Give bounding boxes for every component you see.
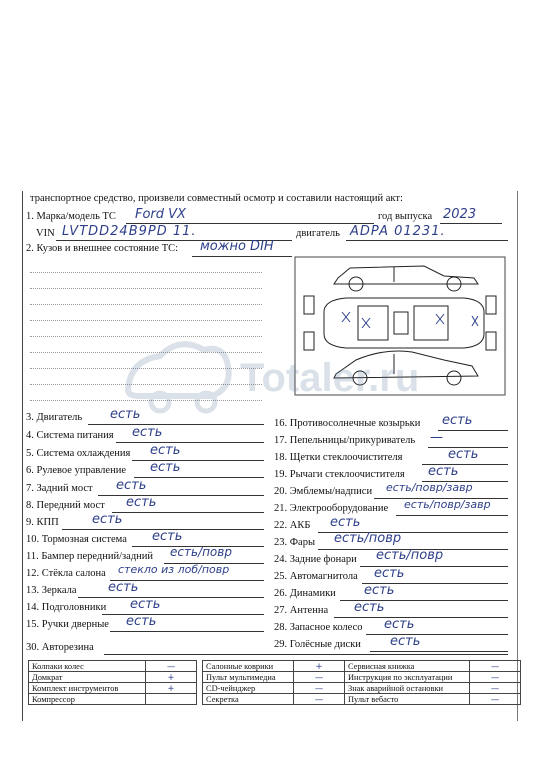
equipment-mark [146, 694, 197, 705]
check-value: есть [448, 447, 479, 462]
engine-label: двигатель [296, 228, 340, 239]
equipment-label: Сервисная книжка [345, 661, 470, 672]
check-label: 9. КПП [26, 517, 59, 528]
equipment-label: Секретка [203, 694, 294, 705]
year-value: 2023 [443, 207, 477, 222]
check-value: есть [108, 580, 139, 595]
equipment-label: CD-чейнджер [203, 683, 294, 694]
check-value: есть [384, 617, 415, 632]
check-label: 11. Бампер передний/задний [26, 551, 154, 562]
equipment-mark: — [470, 683, 521, 694]
equipment-table-2 [202, 660, 345, 705]
check-label: 5. Система охлаждения [26, 448, 131, 459]
check-value: есть [132, 425, 163, 440]
equipment-label: Домкрат [29, 672, 146, 683]
check-label: 8. Передний мост [26, 500, 105, 511]
check-label: 25. Автомагнитола [274, 571, 358, 582]
autorubber-label: 30. Авторезина [26, 642, 94, 653]
check-label: 18. Щетки стеклоочистителя [274, 452, 403, 463]
check-label: 29. Голёсные диски [274, 639, 361, 650]
check-value: есть [152, 529, 183, 544]
body-label: 2. Кузов и внешнее состояние ТС: [26, 243, 179, 254]
check-label: 16. Противосолнечные козырьки [274, 418, 421, 429]
check-label: 19. Рычаги стеклоочистителя [274, 469, 405, 480]
check-label: 6. Рулевое управление [26, 465, 126, 476]
equipment-mark: — [470, 672, 521, 683]
check-value: есть [116, 478, 147, 493]
year-label: год выпуска [378, 211, 433, 222]
check-label: 17. Пепельницы/прикуриватель [274, 435, 416, 446]
check-value: есть [364, 583, 395, 598]
check-label: 20. Эмблемы/надписи [274, 486, 373, 497]
check-label: 4. Система питания [26, 430, 114, 441]
car-side-view-top [334, 266, 478, 291]
check-value: есть [330, 515, 361, 530]
equipment-mark: + [146, 683, 197, 694]
check-label: 23. Фары [274, 537, 316, 548]
check-value: есть [110, 407, 141, 422]
model-value: Ford VX [135, 207, 186, 222]
check-label: 10. Тормозная система [26, 534, 127, 545]
check-label: 12. Стёкла салона [26, 568, 106, 579]
check-label: 24. Задние фонари [274, 554, 357, 565]
vin-label: VIN [36, 228, 55, 239]
check-value: есть [390, 634, 421, 649]
equipment-label: Пульт мультимедиа [203, 672, 294, 683]
check-value: есть/повр/завр [404, 498, 491, 511]
check-value: есть [428, 464, 459, 479]
check-label: 28. Запасное колесо [274, 622, 363, 633]
check-label: 22. АКБ [274, 520, 311, 531]
check-value: есть/повр/завр [386, 481, 473, 494]
equipment-table-3 [344, 660, 521, 705]
equipment-mark: — [294, 694, 345, 705]
equipment-table-1 [28, 660, 197, 705]
equipment-mark: — [294, 683, 345, 694]
check-value: есть [442, 413, 473, 428]
damage-marks [342, 312, 478, 328]
equipment-label: Инструкция по эксплуатации [345, 672, 470, 683]
check-value: есть [354, 600, 385, 615]
equipment-mark: + [294, 661, 345, 672]
sheet-left-edge [22, 191, 23, 721]
equipment-label: Колпаки колес [29, 661, 146, 672]
check-value: есть [92, 512, 123, 527]
intro-line: транспортное средство, произвели совместный осмотр и составили настоящий акт: [30, 193, 403, 204]
check-value: стекло из лоб/повр [118, 563, 230, 576]
check-value: есть/повр [334, 531, 402, 546]
check-label: 3. Двигатель [26, 412, 83, 423]
equipment-mark: — [470, 694, 521, 705]
equipment-label: Салонные коврики [203, 661, 294, 672]
check-value: есть [126, 614, 157, 629]
body-value: можно DIH [200, 239, 274, 254]
model-label: 1. Марка/модель ТС [26, 211, 116, 222]
equipment-mark: + [146, 672, 197, 683]
check-label: 15. Ручки дверные [26, 619, 109, 630]
check-label: 7. Задний мост [26, 483, 93, 494]
equipment-label: Пульт вебасто [345, 694, 470, 705]
equipment-mark: — [146, 661, 197, 672]
check-value: есть [150, 460, 181, 475]
equipment-mark: — [294, 672, 345, 683]
check-label: 21. Электрооборудование [274, 503, 389, 514]
check-value: есть [150, 443, 181, 458]
check-value: есть/повр [170, 545, 232, 559]
sheet-right-edge [517, 191, 518, 721]
vin-value: LVTDD24B9PD 11. [62, 224, 197, 239]
check-label: 27. Антенна [274, 605, 329, 616]
check-value: есть [126, 495, 157, 510]
check-label: 26. Динамики [274, 588, 336, 599]
equipment-label: Компрессор [29, 694, 146, 705]
equipment-mark: — [470, 661, 521, 672]
check-label: 14. Подголовники [26, 602, 107, 613]
engine-value: ADPA 01231. [350, 224, 446, 239]
check-label: 13. Зеркала [26, 585, 77, 596]
watermark-text: Totaler.ru [240, 356, 420, 400]
check-value: есть/повр [376, 548, 444, 563]
equipment-label: Знак аварийной остановки [345, 683, 470, 694]
check-value: — [430, 430, 443, 445]
check-value: есть [374, 566, 405, 581]
equipment-label: Комплект инструментов [29, 683, 146, 694]
check-value: есть [130, 597, 161, 612]
